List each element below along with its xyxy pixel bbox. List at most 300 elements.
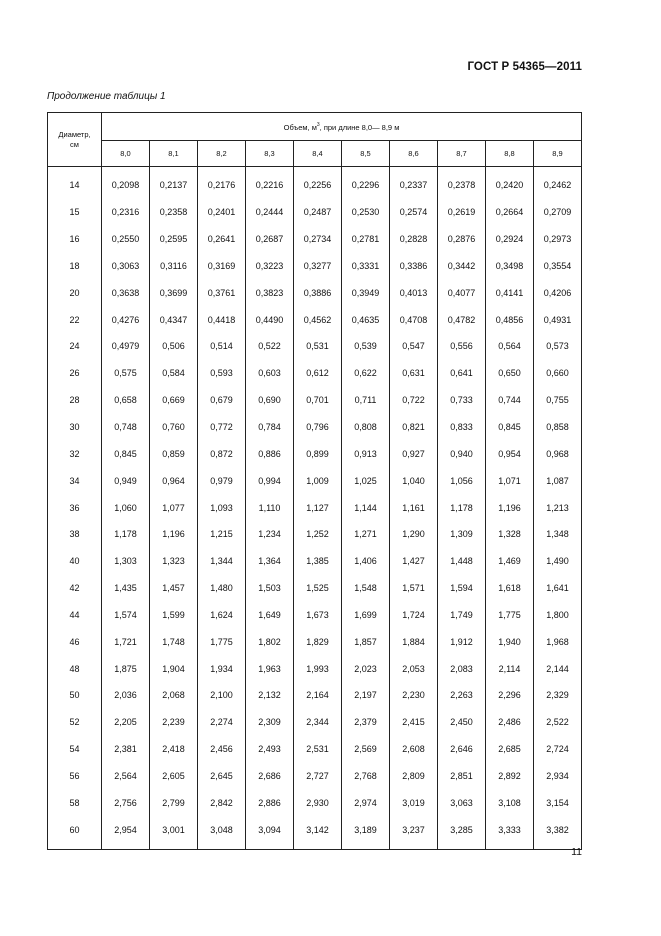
volume-cell: 1,775 [198,628,246,655]
table-row [48,602,582,629]
volume-cell: 0,4635 [342,306,390,333]
volume-cell: 2,768 [342,763,390,790]
volume-cell: 1,071 [486,467,534,494]
volume-cell: 2,309 [246,709,294,736]
volume-cell: 1,110 [246,494,294,521]
volume-cell: 0,641 [438,360,486,387]
volume-cell: 1,234 [246,521,294,548]
volume-cell: 2,608 [390,736,438,763]
volume-cell: 0,711 [342,387,390,414]
tail-row [48,843,582,850]
volume-cell: 0,660 [534,360,582,387]
volume-cell: 2,809 [390,763,438,790]
volume-cell: 0,949 [102,467,150,494]
volume-cell: 0,2550 [102,226,150,253]
table-row [48,521,582,548]
table-row [48,763,582,790]
volume-cell: 2,164 [294,682,342,709]
diameter-cell: 50 [48,682,102,709]
volume-cell: 1,641 [534,575,582,602]
table-row [48,414,582,441]
diameter-cell: 26 [48,360,102,387]
volume-cell: 2,263 [438,682,486,709]
length-header-cell: 8,7 [438,141,486,167]
table-row [48,440,582,467]
volume-cell: 2,329 [534,682,582,709]
volume-cell: 1,196 [486,494,534,521]
volume-cell: 0,872 [198,440,246,467]
volume-cell: 1,435 [102,575,150,602]
length-header-cell: 8,3 [246,141,294,167]
volume-cell: 1,904 [150,655,198,682]
volume-cell: 2,522 [534,709,582,736]
volume-cell: 2,132 [246,682,294,709]
volume-cell: 0,2337 [390,172,438,199]
volume-header-sup: 3 [316,121,320,128]
volume-cell: 2,197 [342,682,390,709]
volume-cell: 2,799 [150,789,198,816]
diameter-cell: 14 [48,172,102,199]
volume-cell: 0,2401 [198,199,246,226]
volume-cell: 1,385 [294,548,342,575]
volume-cell: 0,927 [390,440,438,467]
volume-cell: 1,213 [534,494,582,521]
volume-cell: 0,940 [438,440,486,467]
standard-code: ГОСТ Р 54365—2011 [467,61,582,73]
volume-cell: 0,547 [390,333,438,360]
volume-cell: 0,593 [198,360,246,387]
volume-cell: 0,833 [438,414,486,441]
diameter-cell: 36 [48,494,102,521]
volume-cell: 0,531 [294,333,342,360]
volume-cell: 1,309 [438,521,486,548]
volume-cell: 0,2924 [486,226,534,253]
volume-cell: 0,2973 [534,226,582,253]
volume-cell: 0,584 [150,360,198,387]
volume-cell: 1,574 [102,602,150,629]
volume-cell: 1,618 [486,575,534,602]
volume-cell: 0,603 [246,360,294,387]
volume-cell: 0,886 [246,440,294,467]
diameter-header [48,113,102,167]
volume-cell: 2,569 [342,736,390,763]
volume-cell: 0,845 [102,440,150,467]
volume-cell: 2,379 [342,709,390,736]
volume-cell: 1,800 [534,602,582,629]
volume-cell: 2,230 [390,682,438,709]
volume-cell: 0,506 [150,333,198,360]
volume-cell: 2,296 [486,682,534,709]
table-row [48,467,582,494]
diameter-cell: 18 [48,253,102,280]
table-row [48,333,582,360]
volume-cell: 1,178 [102,521,150,548]
volume-cell: 0,679 [198,387,246,414]
diameter-cell: 48 [48,655,102,682]
volume-cell: 2,205 [102,709,150,736]
volume-cell: 0,2828 [390,226,438,253]
diameter-cell: 60 [48,816,102,843]
volume-cell: 1,328 [486,521,534,548]
volume-cell: 0,3554 [534,253,582,280]
volume-cell: 1,968 [534,628,582,655]
volume-cell: 1,025 [342,467,390,494]
volume-cell: 2,418 [150,736,198,763]
volume-cell: 0,575 [102,360,150,387]
volume-cell: 1,093 [198,494,246,521]
volume-cell: 0,760 [150,414,198,441]
diameter-header-line2: см [70,139,79,149]
volume-cell: 1,503 [246,575,294,602]
volume-cell: 1,323 [150,548,198,575]
volume-cell: 2,456 [198,736,246,763]
volume-cell: 0,3277 [294,253,342,280]
volume-cell: 2,605 [150,763,198,790]
volume-cell: 0,690 [246,387,294,414]
table-body [48,167,582,850]
volume-cell: 3,063 [438,789,486,816]
volume-cell: 1,673 [294,602,342,629]
volume-cell: 1,344 [198,548,246,575]
volume-cell: 2,685 [486,736,534,763]
volume-cell: 3,237 [390,816,438,843]
length-header-cell: 8,6 [390,141,438,167]
volume-cell: 0,2641 [198,226,246,253]
diameter-cell: 34 [48,467,102,494]
volume-cell: 1,127 [294,494,342,521]
volume-cell: 1,775 [486,602,534,629]
table-row [48,682,582,709]
volume-cell: 1,427 [390,548,438,575]
volume-cell: 0,2781 [342,226,390,253]
volume-cell: 1,161 [390,494,438,521]
volume-cell: 1,009 [294,467,342,494]
volume-cell: 1,802 [246,628,294,655]
table-row [48,736,582,763]
volume-cell: 1,348 [534,521,582,548]
volume-cell: 0,631 [390,360,438,387]
volume-cell: 2,646 [438,736,486,763]
volume-cell: 2,053 [390,655,438,682]
volume-cell: 2,068 [150,682,198,709]
tail-cell [438,843,486,850]
volume-cell: 0,3223 [246,253,294,280]
volume-cell: 0,2256 [294,172,342,199]
diameter-cell: 28 [48,387,102,414]
volume-cell: 1,857 [342,628,390,655]
volume-cell: 0,573 [534,333,582,360]
volume-cell: 2,934 [534,763,582,790]
volume-cell: 2,239 [150,709,198,736]
volume-cell: 0,556 [438,333,486,360]
volume-cell: 1,829 [294,628,342,655]
volume-cell: 0,539 [342,333,390,360]
volume-cell: 0,4347 [150,306,198,333]
volume-cell: 0,979 [198,467,246,494]
volume-cell: 0,2462 [534,172,582,199]
table-header [48,113,582,167]
page-number: 11 [571,846,582,858]
volume-cell: 0,784 [246,414,294,441]
volume-cell: 0,2487 [294,199,342,226]
volume-cell: 0,2595 [150,226,198,253]
table-caption: Продолжение таблицы 1 [47,91,166,102]
volume-cell: 0,3638 [102,279,150,306]
volume-cell: 1,912 [438,628,486,655]
volume-cell: 1,144 [342,494,390,521]
volume-cell: 0,3442 [438,253,486,280]
volume-cell: 1,040 [390,467,438,494]
volume-cell: 3,154 [534,789,582,816]
volume-cell: 1,748 [150,628,198,655]
volume-cell: 0,4077 [438,279,486,306]
volume-cell: 3,048 [198,816,246,843]
volume-cell: 0,2444 [246,199,294,226]
diameter-header-line1: Диаметр, [58,129,91,139]
volume-cell: 0,733 [438,387,486,414]
length-header-cell: 8,9 [534,141,582,167]
diameter-cell: 20 [48,279,102,306]
volume-cell: 0,3169 [198,253,246,280]
volume-cell: 0,2687 [246,226,294,253]
table-row [48,816,582,843]
diameter-cell: 32 [48,440,102,467]
volume-cell: 0,658 [102,387,150,414]
volume-cell: 0,522 [246,333,294,360]
table-row [48,172,582,199]
volume-cell: 0,2316 [102,199,150,226]
volume-cell: 1,056 [438,467,486,494]
volume-cell: 2,100 [198,682,246,709]
volume-cell: 0,2098 [102,172,150,199]
volume-cell: 0,964 [150,467,198,494]
table-row [48,709,582,736]
diameter-cell: 40 [48,548,102,575]
volume-cell: 0,3886 [294,279,342,306]
volume-cell: 3,333 [486,816,534,843]
volume-cell: 1,290 [390,521,438,548]
volume-cell: 0,4562 [294,306,342,333]
volume-cell: 0,755 [534,387,582,414]
volume-header-prefix: Объем, м [283,122,317,132]
volume-cell: 1,271 [342,521,390,548]
volume-cell: 1,699 [342,602,390,629]
volume-cell: 1,196 [150,521,198,548]
volume-cell: 3,382 [534,816,582,843]
volume-cell: 3,142 [294,816,342,843]
volume-cell: 0,2296 [342,172,390,199]
volume-cell: 1,594 [438,575,486,602]
volume-cell: 2,531 [294,736,342,763]
table-row [48,789,582,816]
volume-cell: 1,649 [246,602,294,629]
volume-cell: 0,2876 [438,226,486,253]
volume-cell: 0,3699 [150,279,198,306]
volume-cell: 1,884 [390,628,438,655]
volume-header [102,113,582,141]
diameter-cell: 16 [48,226,102,253]
volume-cell: 3,019 [390,789,438,816]
volume-cell: 2,954 [102,816,150,843]
table-row [48,628,582,655]
length-header-cell: 8,2 [198,141,246,167]
volume-cell: 0,2378 [438,172,486,199]
volume-cell: 2,892 [486,763,534,790]
volume-cell: 1,599 [150,602,198,629]
volume-cell: 0,994 [246,467,294,494]
tail-cell [342,843,390,850]
volume-cell: 0,744 [486,387,534,414]
volume-cell: 0,4708 [390,306,438,333]
volume-cell: 0,3331 [342,253,390,280]
volume-cell: 0,650 [486,360,534,387]
volume-cell: 1,624 [198,602,246,629]
volume-cell: 2,274 [198,709,246,736]
table-row [48,199,582,226]
length-header-cell: 8,1 [150,141,198,167]
tail-cell [198,843,246,850]
volume-cell: 0,821 [390,414,438,441]
volume-cell: 0,3949 [342,279,390,306]
volume-cell: 0,3761 [198,279,246,306]
volume-cell: 0,772 [198,414,246,441]
volume-cell: 1,490 [534,548,582,575]
volume-cell: 2,886 [246,789,294,816]
length-header-row [48,141,582,167]
table-row [48,253,582,280]
diameter-cell: 58 [48,789,102,816]
volume-cell: 1,721 [102,628,150,655]
tail-cell [150,843,198,850]
volume-cell: 2,344 [294,709,342,736]
volume-cell: 1,077 [150,494,198,521]
table-row [48,279,582,306]
volume-cell: 0,669 [150,387,198,414]
volume-cell: 2,930 [294,789,342,816]
volume-cell: 1,875 [102,655,150,682]
volume-cell: 1,934 [198,655,246,682]
volume-cell: 1,724 [390,602,438,629]
volume-cell: 0,2530 [342,199,390,226]
volume-cell: 0,2619 [438,199,486,226]
volume-cell: 0,3823 [246,279,294,306]
volume-cell: 0,858 [534,414,582,441]
volume-cell: 2,851 [438,763,486,790]
volume-cell: 0,2358 [150,199,198,226]
table-row [48,387,582,414]
volume-cell: 0,4013 [390,279,438,306]
length-header-cell: 8,0 [102,141,150,167]
volume-cell: 2,493 [246,736,294,763]
diameter-cell: 30 [48,414,102,441]
volume-cell: 1,993 [294,655,342,682]
volume-cell: 1,215 [198,521,246,548]
volume-cell: 1,087 [534,467,582,494]
volume-cell: 0,4141 [486,279,534,306]
diameter-cell: 44 [48,602,102,629]
volume-cell: 3,189 [342,816,390,843]
length-header-cell: 8,8 [486,141,534,167]
volume-cell: 0,3386 [390,253,438,280]
volume-cell: 2,144 [534,655,582,682]
table-row [48,360,582,387]
volume-cell: 2,036 [102,682,150,709]
volume-cell: 2,564 [102,763,150,790]
volume-cell: 1,940 [486,628,534,655]
volume-cell: 0,913 [342,440,390,467]
volume-cell: 0,2216 [246,172,294,199]
volume-cell: 0,968 [534,440,582,467]
volume-cell: 0,2709 [534,199,582,226]
diameter-cell: 42 [48,575,102,602]
volume-cell: 0,859 [150,440,198,467]
volume-cell: 2,842 [198,789,246,816]
volume-cell: 2,756 [102,789,150,816]
volume-cell: 0,4931 [534,306,582,333]
table-row [48,494,582,521]
volume-cell: 1,060 [102,494,150,521]
volume-cell: 1,178 [438,494,486,521]
volume-cell: 2,645 [198,763,246,790]
volume-cell: 0,3063 [102,253,150,280]
table-row [48,575,582,602]
volume-cell: 1,303 [102,548,150,575]
tail-cell [48,843,102,850]
tail-cell [294,843,342,850]
diameter-cell: 38 [48,521,102,548]
volume-cell: 1,457 [150,575,198,602]
volume-cell: 3,108 [486,789,534,816]
volume-cell: 2,083 [438,655,486,682]
volume-cell: 2,381 [102,736,150,763]
volume-cell: 0,2176 [198,172,246,199]
table-row [48,655,582,682]
volume-cell: 2,686 [246,763,294,790]
volume-cell: 2,724 [534,736,582,763]
volume-cell: 0,845 [486,414,534,441]
volume-cell: 0,3116 [150,253,198,280]
volume-cell: 0,2420 [486,172,534,199]
volume-cell: 1,749 [438,602,486,629]
volume-cell: 3,001 [150,816,198,843]
volume-cell: 0,808 [342,414,390,441]
diameter-cell: 52 [48,709,102,736]
tail-cell [246,843,294,850]
volume-cell: 0,564 [486,333,534,360]
volume-cell: 3,094 [246,816,294,843]
table-row [48,226,582,253]
volume-cell: 1,364 [246,548,294,575]
tail-cell [390,843,438,850]
volume-cell: 0,3498 [486,253,534,280]
volume-cell: 0,2664 [486,199,534,226]
volume-header-suffix: , при длине 8,0— 8,9 м [319,122,400,132]
volume-cell: 0,4206 [534,279,582,306]
volume-cell: 2,486 [486,709,534,736]
table-row [48,306,582,333]
diameter-cell: 15 [48,199,102,226]
volume-cell: 0,954 [486,440,534,467]
diameter-cell: 46 [48,628,102,655]
volume-cell: 1,406 [342,548,390,575]
tail-cell [486,843,534,850]
diameter-cell: 54 [48,736,102,763]
volume-cell: 0,2574 [390,199,438,226]
volume-cell: 1,963 [246,655,294,682]
volume-cell: 0,622 [342,360,390,387]
diameter-cell: 24 [48,333,102,360]
volume-cell: 2,974 [342,789,390,816]
